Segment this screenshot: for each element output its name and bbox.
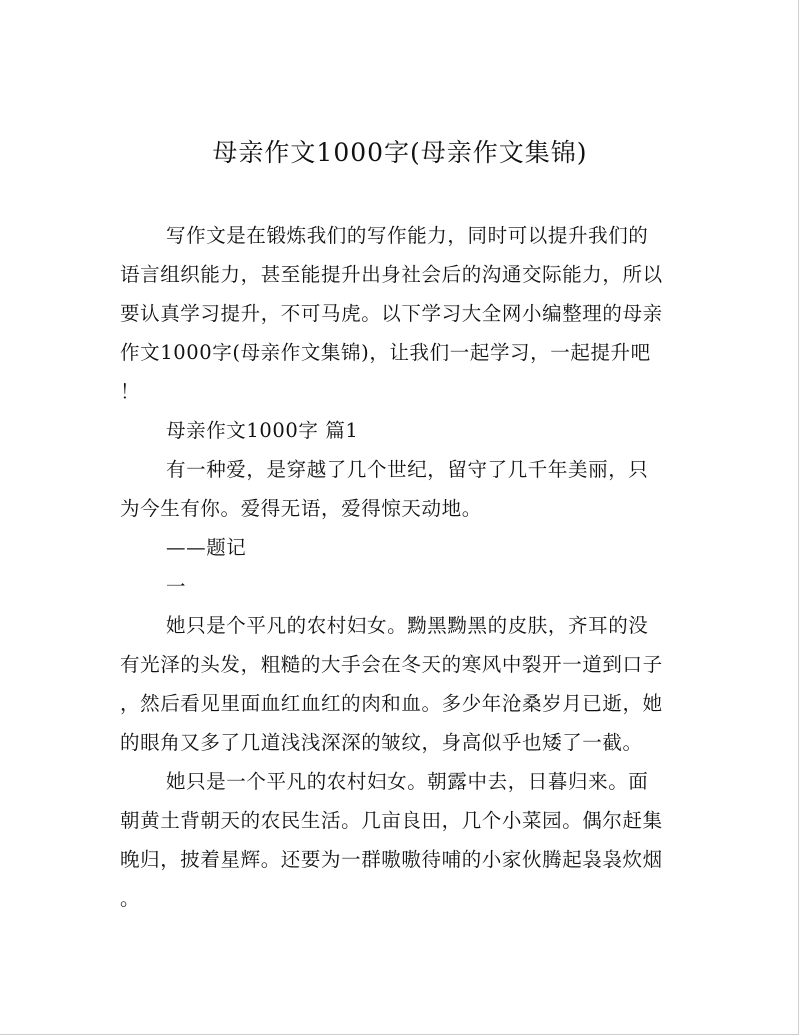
paragraph-line: 作文1000字(母亲作文集锦)，让我们一起学习，一起提升吧 (120, 341, 651, 364)
section-heading: 母亲作文1000字 篇1 (166, 419, 359, 442)
epigraph-signature: ——题记 (166, 536, 247, 559)
paragraph-line: 有一种爱，是穿越了几个世纪，留守了几千年美丽，只 (166, 458, 649, 481)
paragraph-line: 为今生有你。爱得无语，爱得惊天动地。 (120, 497, 482, 520)
paragraph-line: ！ (120, 380, 141, 403)
paragraph-line: 她只是个平凡的农村妇女。黝黑黝黑的皮肤，齐耳的没 (166, 614, 649, 637)
paragraph-line: 有光泽的头发，粗糙的大手会在冬天的寒风中裂开一道到口子 (120, 653, 663, 676)
section-number: 一 (166, 575, 187, 598)
paragraph-line: 她只是一个平凡的农村妇女。朝露中去，日暮归来。面 (166, 770, 649, 793)
paragraph-line: ，然后看见里面血红血红的肉和血。多少年沧桑岁月已逝，她 (120, 692, 663, 715)
paragraph-line: 语言组织能力，甚至能提升出身社会后的沟通交际能力，所以 (120, 263, 663, 286)
document-title: 母亲作文1000字(母亲作文集锦) (212, 138, 588, 167)
paragraph-line: 晚归，披着星辉。还要为一群嗷嗷待哺的小家伙腾起袅袅炊烟 (120, 848, 663, 871)
paragraph-line: 写作文是在锻炼我们的写作能力，同时可以提升我们的 (166, 224, 649, 247)
paragraph-line: 。 (120, 887, 141, 910)
paragraph-line: 要认真学习提升，不可马虎。以下学习大全网小编整理的母亲 (120, 302, 663, 325)
paragraph-line: 的眼角又多了几道浅浅深深的皱纹，身高似乎也矮了一截。 (120, 731, 643, 754)
paragraph-line: 朝黄土背朝天的农民生活。几亩良田，几个小菜园。偶尔赶集 (120, 809, 663, 832)
